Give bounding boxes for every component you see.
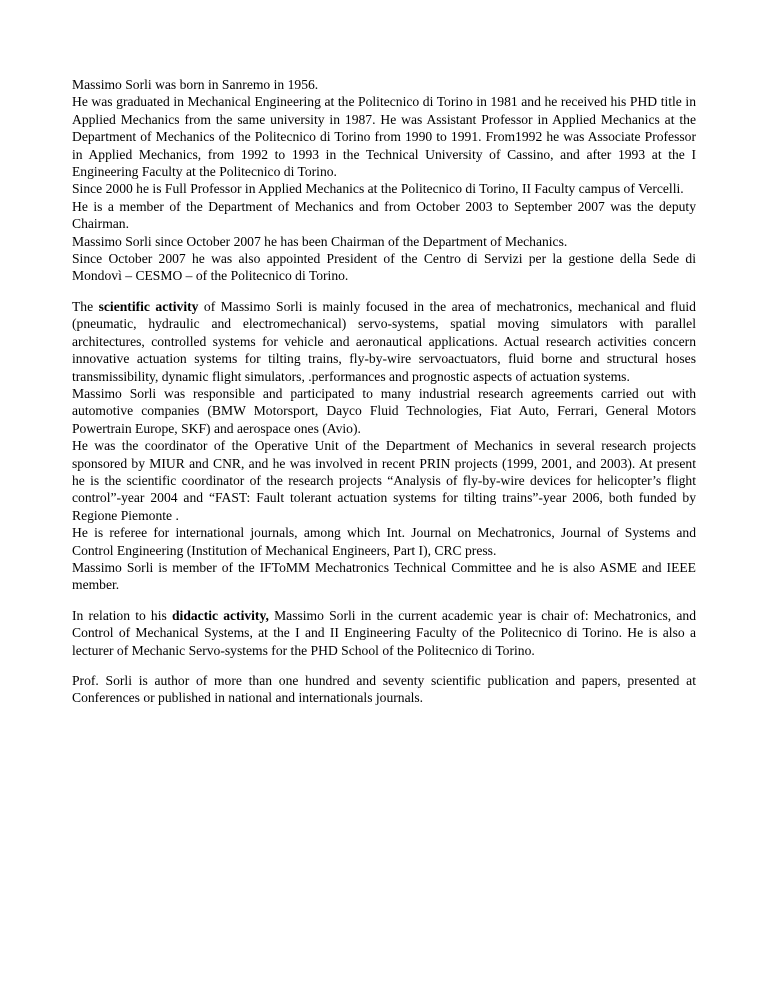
bio-line: He was graduated in Mechanical Engineering at the Politecnico di Torino in 1981 and he received his PHD title in Applied Mechanics from the same university in 1987. He was Assistant Professor in Applied Mechanics at the Department of Mechanics of the Politecnico di Torino from 1990 to 1991. From1992 he was Associate Professor in Applied Mechanics, from 1992 to 1993 in the Technical University of Cassino, and after 1993 at the I Engineering Faculty at the Politecnico di Torino. [72,94,696,180]
bio-line: He is a member of the Department of Mechanics and from October 2003 to September 2007 was the deputy Chairman. [72,198,696,232]
scientific-activity-paragraph [72,298,696,594]
scientific-line: He was the coordinator of the Operative Unit of the Department of Mechanics in several research projects sponsored by MIUR and CNR, and he was involved in recent PRIN projects (1999, 2001, and 2003). At present he is the scientific coordinator of the research projects “Analysis of fly-by-wire devices for helicopter’s flight control”-year 2004 and “FAST: Fault tolerant actuation systems for tilting trains”-year 2006, both funded by Regione Piemonte . [72,438,696,523]
scientific-intro-post: of Massimo Sorli is mainly focused in the area of mechatronics, mechanical and fluid (pneumatic, hydraulic and electromechanical) servo-systems, spatial moving simulators with parallel architectures, controlled systems for vehicle and aeronautical applications. Actual research activities concern innovative actuation systems for tilting trains, fly-by-wire servoactuators, fluid borne and structural hoses transmissibility, dynamic flight simulators, .performances and prognostic aspects of actuation systems. [72,298,696,384]
scientific-intro [72,298,696,385]
bio-line: Since October 2007 he was also appointed President of the Centro di Servizi per la gestione della Sede di Mondovì – CESMO – of the Politecnico di Torino. [72,251,696,284]
document-page [72,76,696,707]
scientific-line: He is referee for international journals, among which Int. Journal on Mechatronics, Journal of Systems and Control Engineering (Institution of Mechanical Engineers, Part I), CRC press. [72,525,696,558]
scientific-line: Massimo Sorli was responsible and participated to many industrial research agreements carried out with automotive companies (BMW Motorsport, Dayco Fluid Technologies, Fiat Auto, Ferrari, General Motors Powertrain Europe, SKF) and aerospace ones (Avio). [72,385,696,436]
didactic-post: Massimo Sorli in the current academic year is chair of: Mechatronics, and Control of Mechanical Systems, at the I and II Engineering Faculty of the Politecnico di Torino. He is also a lecturer of Mechanic Servo-systems for the PHD School of the Politecnico di Torino. [72,607,696,658]
paragraph-spacer [72,594,696,607]
bio-paragraph [72,76,696,285]
paragraph-spacer [72,285,696,298]
publications-paragraph: Prof. Sorli is author of more than one hundred and seventy scientific publication and papers, presented at Conferences or published in national and internationals journals. [72,673,696,706]
scientific-line: Massimo Sorli is member of the IFToMM Mechatronics Technical Committee and he is also ASME and IEEE member. [72,559,696,593]
scientific-activity-heading: scientific activity [98,298,199,314]
paragraph-spacer [72,659,696,672]
didactic-pre: In relation to his [72,607,172,623]
didactic-activity-heading: didactic activity, [171,607,269,623]
bio-line: Since 2000 he is Full Professor in Applied Mechanics at the Politecnico di Torino, II Faculty campus of Vercelli. [72,181,684,197]
bio-line: Massimo Sorli since October 2007 he has been Chairman of the Department of Mechanics. [72,233,568,249]
scientific-intro-pre: The [72,298,99,314]
bio-line: Massimo Sorli was born in Sanremo in 1956. [72,77,319,92]
didactic-activity-paragraph [72,607,696,659]
